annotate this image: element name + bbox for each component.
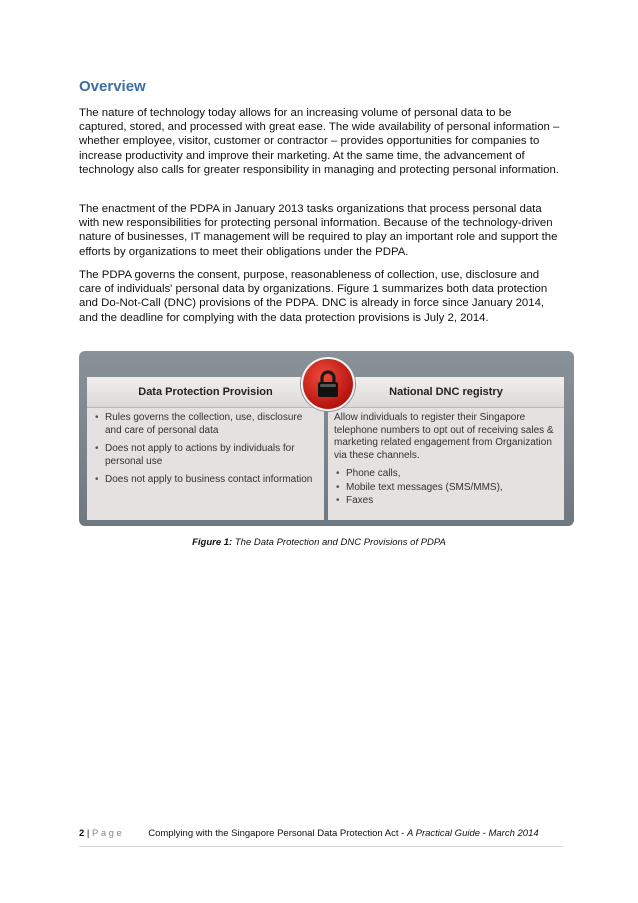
dnc-registry-panel (328, 377, 564, 520)
data-protection-title: Data Protection Provision (87, 377, 324, 408)
list-item: • Faxes (334, 495, 558, 508)
dnc-registry-title: National DNC registry (328, 377, 564, 408)
page-number: 2 (79, 828, 85, 839)
paragraph-2: The enactment of the PDPA in January 2013 tasks organizations that process personal data with new responsibilities for protecting personal information. Because of the technology-driven nature of businesses, IT management will be required to play an important role and support the efforts by organizations to meet their obligations under the PDPA. (79, 203, 558, 258)
list-item: • Rules governs the collection, use, disclosure and care of personal data (93, 412, 318, 437)
list-item: • Mobile text messages (SMS/MMS), (334, 482, 558, 495)
padlock-icon (301, 357, 355, 411)
footer-divider (79, 846, 563, 847)
paragraph-1: The nature of technology today allows for an increasing volume of personal data to be captured, stored, and processed with great ease. The wide availability of personal information – whether employee, visitor, customer or contractor – provides opportunities for companies to increase productivity and improve their marketing. At the same time, the advancement of technology also calls for greater responsibility in managing and protecting personal information. (79, 107, 560, 176)
footer-subtitle: A Practical Guide - March 2014 (406, 828, 539, 839)
list-item: • Does not apply to business contact information (93, 474, 318, 487)
page-footer (79, 828, 561, 839)
data-protection-panel (87, 377, 324, 520)
caption-label: Figure 1: (192, 537, 233, 548)
dnc-channel-list (334, 468, 558, 508)
section-heading: Overview (79, 78, 146, 95)
list-item: • Phone calls, (334, 468, 558, 481)
dnc-registry-intro: Allow individuals to register their Singapore telephone numbers to opt out of receiving sales & marketing related engagement from Organization via these channels. (334, 412, 554, 461)
page-label: Page (92, 828, 125, 839)
footer-separator: | (84, 828, 93, 839)
data-protection-list (93, 412, 318, 487)
paragraph-3: The PDPA governs the consent, purpose, reasonableness of collection, use, disclosure and care of individuals' personal data by organizations. Figure 1 summarizes both data protection and Do-Not-Call (DNC) provisions of the PDPA. DNC is already in force since January 2014, and the deadline for complying with the data protection provisions is July 2, 2014. (79, 269, 548, 324)
caption-text: The Data Protection and DNC Provisions of PDPA (232, 537, 446, 548)
figure-caption (0, 537, 638, 548)
list-item: • Does not apply to actions by individuals for personal use (93, 443, 318, 468)
footer-title: Complying with the Singapore Personal Data Protection Act - (148, 828, 407, 839)
figure-1 (79, 351, 574, 526)
